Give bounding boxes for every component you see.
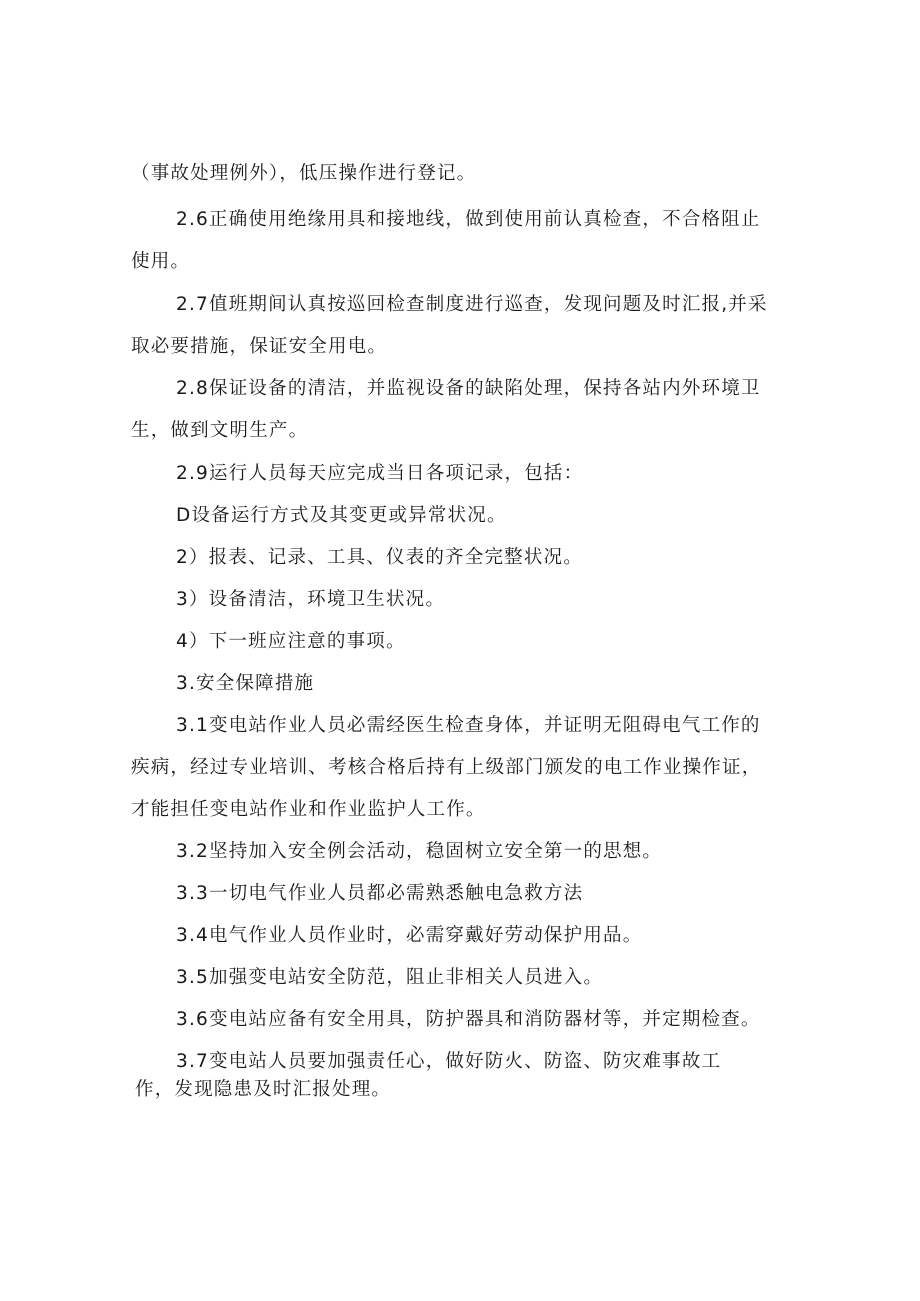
text-line: 3.1变电站作业人员必需经医生检查身体，并证明无阻碍电气工作的 (176, 715, 761, 736)
text-line: 才能担任变电站作业和作业监护人工作。 (131, 799, 486, 820)
text-line: 3.4电气作业人员作业时，必需穿戴好劳动保护用品。 (176, 925, 643, 946)
section-heading: 3.安全保障措施 (176, 673, 315, 694)
text-line: （事故处理例外），低压操作进行登记。 (131, 163, 477, 184)
text-line: 生，做到文明生产。 (131, 420, 309, 441)
text-line: 使用。 (131, 251, 191, 272)
text-line: 2.6正确使用绝缘用具和接地线，做到使用前认真检查，不合格阻止 (176, 209, 761, 230)
text-line: 4）下一班应注意的事项。 (176, 631, 406, 652)
text-line: 2.8保证设备的清洁，并监视设备的缺陷处理，保持各站内外环境卫 (176, 378, 761, 399)
text-line: 3.6变电站应备有安全用具，防护器具和消防器材等，并定期检查。 (176, 1009, 761, 1030)
text-line: D设备运行方式及其变更或异常状况。 (176, 505, 507, 526)
text-line: 作，发现隐患及时汇报处理。 (135, 1079, 392, 1100)
text-line: 3）设备清洁，环境卫生状况。 (176, 589, 446, 610)
text-line: 2.9运行人员每天应完成当日各项记录，包括： (176, 463, 584, 484)
text-line: 疾病，经过专业培训、考核合格后持有上级部门颁发的电工作业操作证， (131, 757, 762, 778)
text-line: 2.7值班期间认真按巡回检查制度进行巡查，发现问题及时汇报,并采 (176, 294, 768, 315)
text-line: 取必要措施，保证安全用电。 (131, 336, 388, 357)
text-line: 3.7变电站人员要加强责任心，做好防火、防盗、防灾难事故工 (176, 1051, 722, 1072)
text-line: 2）报表、记录、工具、仪表的齐全完整状况。 (176, 547, 583, 568)
text-line: 3.5加强变电站安全防范，阻止非相关人员进入。 (176, 967, 604, 988)
text-line: 3.3一切电气作业人员都必需熟悉触电急救方法 (176, 883, 584, 904)
text-line: 3.2坚持加入安全例会活动，稳固树立安全第一的思想。 (176, 841, 663, 862)
